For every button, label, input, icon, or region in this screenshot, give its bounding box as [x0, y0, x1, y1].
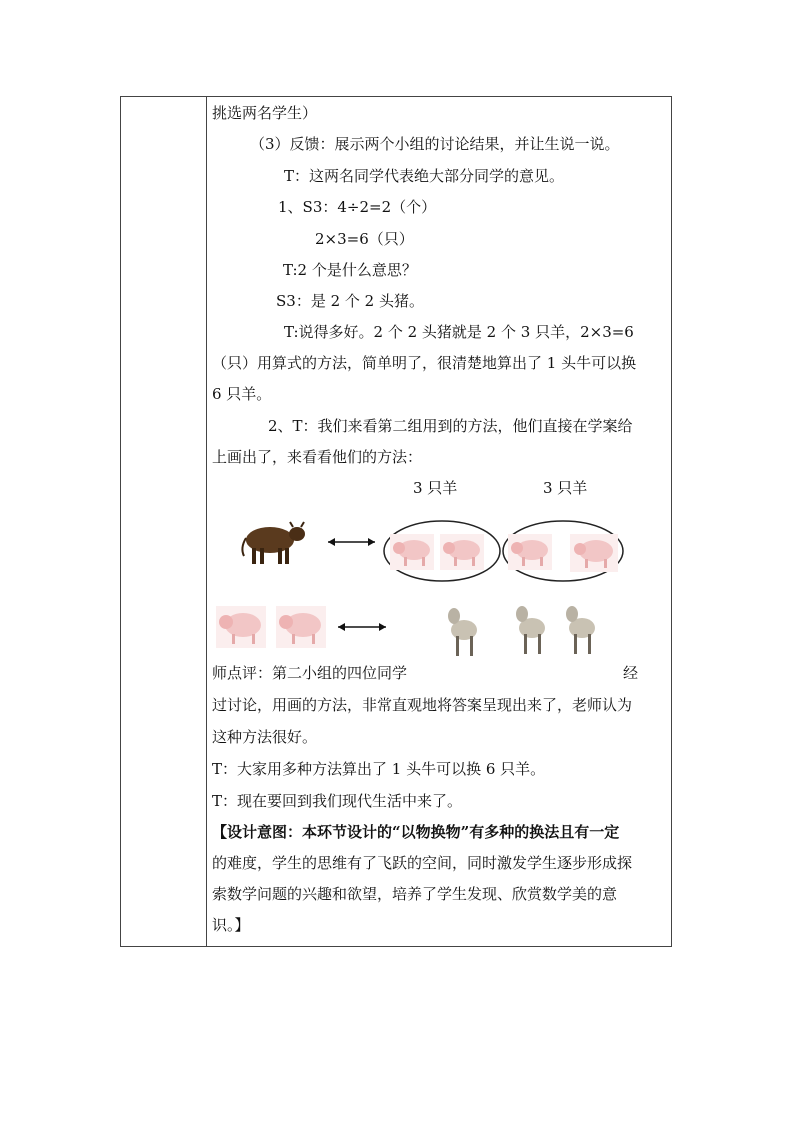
text-line: 师点评：第二小组的四位同学	[212, 664, 408, 682]
text-line: 挑选两名学生）	[212, 104, 318, 122]
text-line: 6 只羊。	[212, 385, 272, 403]
sheep-icon	[516, 606, 545, 654]
text-line: S3：是 2 个 2 头猪。	[276, 292, 424, 310]
sheep-icon	[448, 608, 477, 656]
text-line: （3）反馈：展示两个小组的讨论结果，并让生说一说。	[250, 135, 620, 153]
exchange-diagram-row2	[214, 600, 614, 662]
design-intent-line: 识。】	[212, 916, 250, 934]
exchange-diagram-row1	[230, 510, 630, 585]
text-line: 过讨论，用画的方法，非常直观地将答案呈现出来了，老师认为	[212, 696, 633, 714]
group-label-1: 3 只羊	[413, 479, 458, 497]
text-line: 2×3=6（只）	[315, 230, 414, 248]
design-intent-line: 的难度，学生的思维有了飞跃的空间，同时激发学生逐步形成探	[212, 854, 633, 872]
text-line: 这种方法很好。	[212, 728, 318, 746]
double-arrow-icon	[328, 538, 375, 546]
text-line: 上画出了，来看看他们的方法：	[212, 448, 423, 466]
double-arrow-icon	[338, 623, 386, 631]
text-line: 经	[623, 664, 639, 682]
text-line: T：现在要回到我们现代生活中来了。	[212, 792, 463, 810]
text-line: （只）用算式的方法，简单明了，很清楚地算出了 1 头牛可以换	[212, 354, 637, 372]
group-label-2: 3 只羊	[543, 479, 588, 497]
design-intent-line: 【设计意图：本环节设计的“以物换物”有多种的换法且有一定	[212, 823, 620, 841]
cow-icon	[242, 522, 305, 564]
sheep-icon	[566, 606, 595, 654]
pig-icon	[508, 534, 552, 570]
pig-icon	[570, 534, 618, 572]
text-line: T：大家用多种方法算出了 1 头牛可以换 6 只羊。	[212, 760, 546, 778]
text-line: T：这两名同学代表绝大部分同学的意见。	[284, 167, 565, 185]
pig-icon	[440, 534, 484, 570]
text-line: T:说得多好。2 个 2 头猪就是 2 个 3 只羊，2×3=6	[284, 323, 634, 341]
pig-icon	[276, 606, 326, 648]
text-line: T:2 个是什么意思？	[283, 261, 417, 279]
design-intent-line: 索数学问题的兴趣和欲望，培养了学生发现、欣赏数学美的意	[212, 885, 618, 903]
column-divider	[206, 97, 207, 946]
text-line: 2、T：我们来看第二组用到的方法，他们直接在学案给	[268, 417, 633, 435]
text-line: 1、S3：4÷2=2（个）	[278, 198, 437, 216]
pig-icon	[216, 606, 266, 648]
pig-icon	[390, 534, 434, 570]
